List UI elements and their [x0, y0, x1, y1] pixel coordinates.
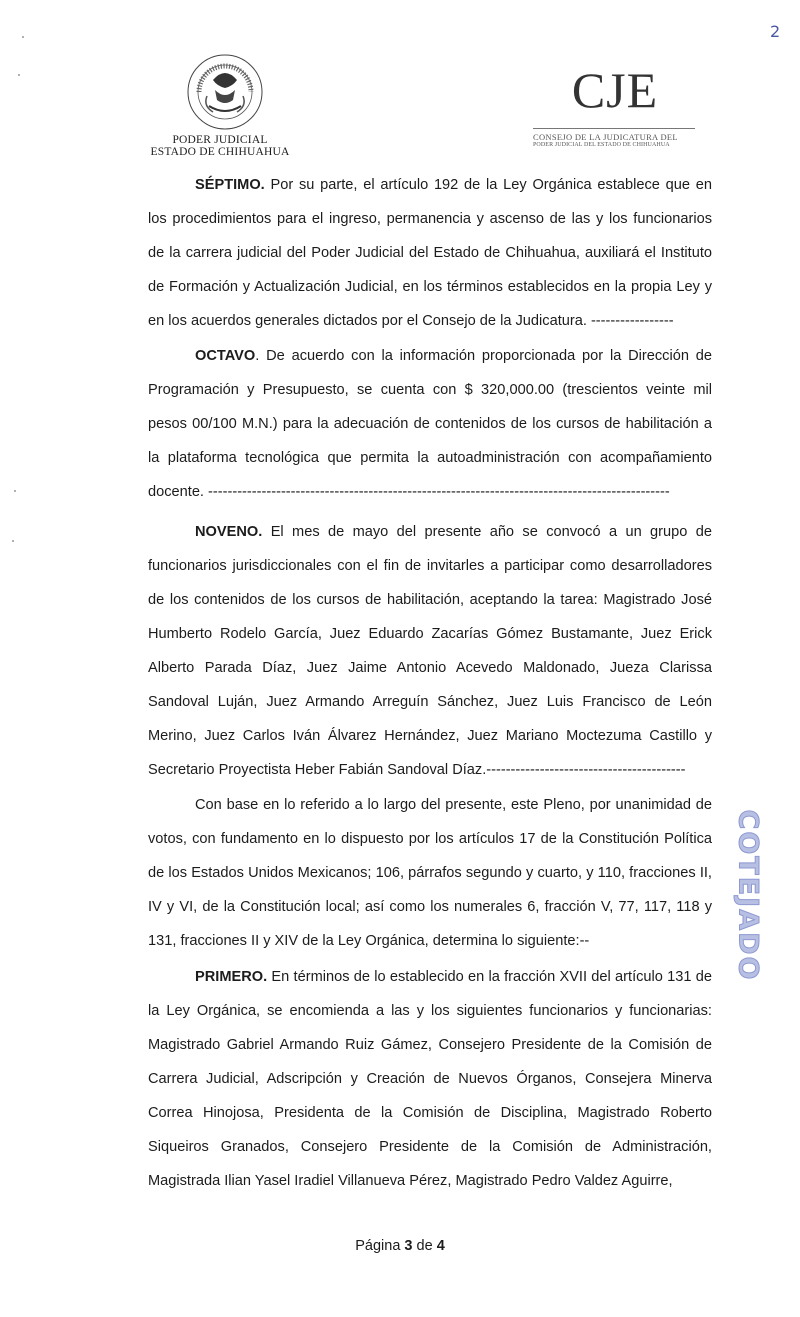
- logo-divider: [533, 128, 695, 129]
- org-state: ESTADO DE CHIHUAHUA: [150, 146, 290, 158]
- section-octavo: [148, 339, 712, 509]
- issuing-organization: [140, 134, 300, 158]
- section-resolution-intro: [148, 788, 712, 958]
- paragraph: [148, 339, 712, 509]
- page-number: [0, 1238, 800, 1254]
- national-seal-icon: [185, 52, 265, 132]
- section-noveno: [148, 515, 712, 787]
- paragraph: [148, 515, 712, 787]
- section-septimo: [148, 168, 712, 338]
- section-text: En términos de lo establecido en la fracción XVII del artículo 131 de la Ley Orgánica, se encomienda a las y los siguientes funcionarios y funcionarias: Magistrado Gabriel Armando Ruiz Gámez, Consejero Presidente de la Comisión de Carrera Judicial, Adscripción y Creación de Nuevos Órganos, Consejera Minerva Correa Hinojosa, Presidenta de la Comisión de Disciplina, Magistrado Roberto Siqueiros Granados, Consejero Presidente de la Comisión de Administración, Magistrada Ilian Yasel Iradiel Villanueva Pérez, Magistrado Pedro Valdez Aguirre,: [148, 969, 712, 1189]
- cje-logo: CJE: [571, 62, 659, 118]
- section-text: . De acuerdo con la información proporcionada por la Dirección de Programación y Presupuesto, se cuenta con $ 320,000.00 (trescientos veinte mil pesos 00/100 M.N.) para la adecuación de contenidos de los cursos de habilitación a la plataforma tecnológica que permita la autoadministración con acompañamiento docente. -----------------------------------------------------------------------------------------------: [148, 348, 712, 500]
- scan-speck: [14, 490, 16, 492]
- section-heading: NOVENO.: [195, 524, 263, 540]
- page-label: Página: [355, 1238, 405, 1254]
- cje-subtitle-line1: CONSEJO DE LA JUDICATURA DEL: [533, 132, 678, 142]
- scan-speck: [18, 74, 20, 76]
- cje-subtitle: [533, 133, 703, 149]
- org-name: PODER JUDICIAL: [172, 134, 268, 146]
- section-heading: SÉPTIMO.: [195, 177, 265, 193]
- cotejado-stamp: [728, 809, 768, 981]
- section-heading: PRIMERO.: [195, 969, 268, 985]
- section-heading: OCTAVO: [195, 348, 256, 364]
- cje-subtitle-line2: PODER JUDICIAL DEL ESTADO DE CHIHUAHUA: [533, 142, 670, 148]
- stamp-text: COTEJADO: [732, 809, 764, 981]
- total-pages: 4: [436, 1238, 445, 1254]
- paragraph: [148, 960, 712, 1198]
- scan-speck: [12, 540, 14, 542]
- scan-speck: [22, 36, 24, 38]
- current-page: 3: [404, 1238, 413, 1254]
- paragraph: [148, 168, 712, 338]
- handwritten-page-mark: 2: [770, 22, 781, 41]
- page-separator: de: [412, 1238, 437, 1254]
- section-text: Con base en lo referido a lo largo del presente, este Pleno, por unanimidad de votos, con fundamento en lo dispuesto por los artículos 17 de la Constitución Política de los Estados Unidos Mexicanos; 106, párrafos segundo y cuarto, y 110, fracciones II, IV y VI, de la Constitución local; así como los numerales 6, fracción V, 77, 117, 118 y 131, fracciones II y XIV de la Ley Orgánica, determina lo siguiente:--: [148, 797, 712, 949]
- section-primero: [148, 960, 712, 1198]
- paragraph: [148, 788, 712, 958]
- section-text: Por su parte, el artículo 192 de la Ley Orgánica establece que en los procedimientos para el ingreso, permanencia y ascenso de las y los funcionarios de la carrera judicial del Poder Judicial del Estado de Chihuahua, auxiliará el Instituto de Formación y Actualización Judicial, en los términos establecidos en la propia Ley y en los acuerdos generales dictados por el Consejo de la Judicatura. -----------------: [148, 177, 712, 329]
- section-text: El mes de mayo del presente año se convocó a un grupo de funcionarios jurisdiccionales con el fin de invitarles a participar como desarrolladores de los contenidos de los cursos de habilitación, aceptando la tarea: Magistrado José Humberto Rodelo García, Juez Eduardo Zacarías Gómez Bustamante, Juez Erick Alberto Parada Díaz, Juez Jaime Antonio Acevedo Maldonado, Jueza Clarissa Sandoval Luján, Juez Armando Arreguín Sánchez, Juez Luis Francisco de León Merino, Juez Carlos Iván Álvarez Hernández, Juez Mariano Moctezuma Castillo y Secretario Proyectista Heber Fabián Sandoval Díaz.-----------------------------------------: [148, 524, 712, 778]
